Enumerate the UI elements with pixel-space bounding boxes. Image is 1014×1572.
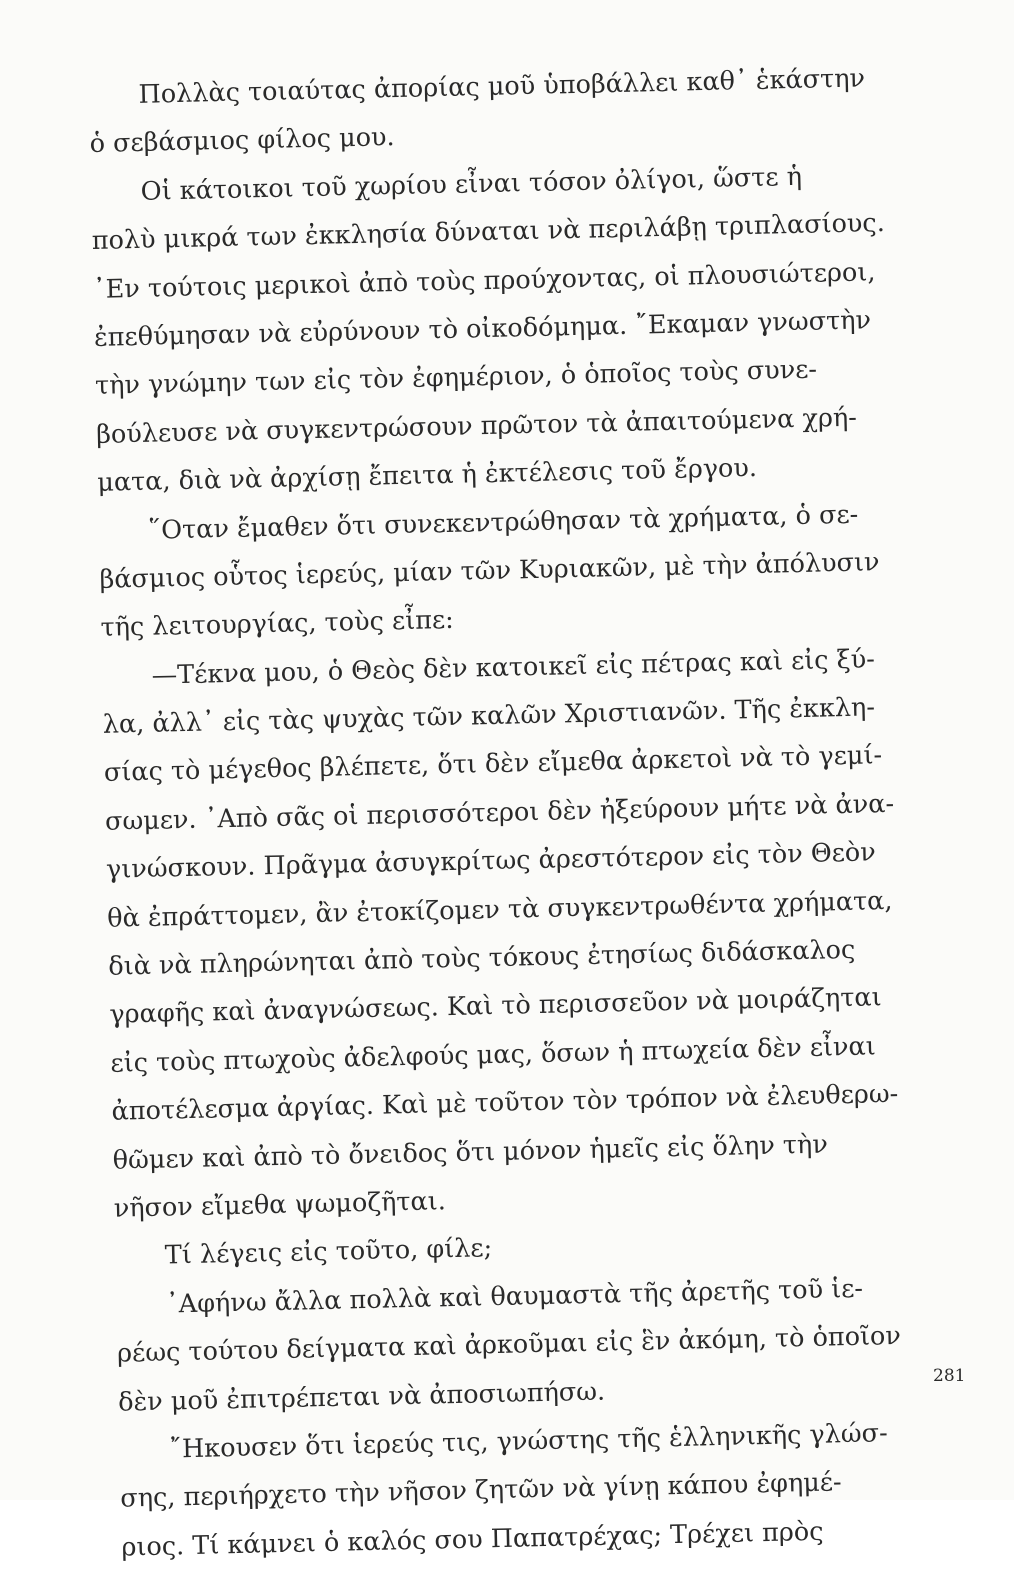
text-line: ἀποτέλεσμα ἀργίας. Καὶ μὲ τοῦτον τὸν τρόπον νὰ ἐλευθερω- [111, 1079, 899, 1127]
text-line: γραφῆς καὶ ἀναγνώσεως. Καὶ τὸ περισσεῦον νὰ μοιράζηται [109, 982, 882, 1031]
text-line: Πολλὰς τοιαύτας ἀπορίας μοῦ ὑποβάλλει καθ᾿ ἑκάστην [138, 63, 866, 110]
text-line: ὁ σεβάσμιος φίλος μου. [89, 122, 395, 160]
body-text [88, 52, 1002, 1572]
text-line: σωμεν. ᾿Απὸ σᾶς οἱ περισσότεροι δὲν ἠξεύρουν μήτε νὰ ἀνα- [104, 788, 895, 837]
text-line: ρέως τούτου δείγματα καὶ ἀρκοῦμαι εἰς ἓν ἀκόμη, τὸ ὁποῖον [116, 1321, 902, 1369]
text-line: ῞Οταν ἔμαθεν ὅτι συνεκεντρώθησαν τὰ χρήματα, ὁ σε- [148, 499, 859, 546]
text-line: γινώσκουν. Πρᾶγμα ἀσυγκρίτως ἀρεστότερον εἰς τὸν Θεὸν [105, 837, 877, 886]
text-line: θὰ ἐπράττομεν, ἂν ἐτοκίζομεν τὰ συγκεντρωθέντα χρήματα, [106, 885, 893, 934]
text-line: τὴν γνώμην των εἰς τὸν ἐφημέριον, ὁ ὁποῖος τοὺς συνε- [94, 354, 818, 402]
text-line: ᾿Αφήνω ἄλλα πολλὰ καὶ θαυμαστὰ τῆς ἀρετῆς τοῦ ἱε- [165, 1273, 864, 1320]
text-line: βάσμιος οὗτος ἱερεύς, μίαν τῶν Κυριακῶν, μὲ τὴν ἀπόλυσιν [99, 547, 880, 595]
text-line: τῆς λειτουργίας, τοὺς εἶπε: [100, 605, 455, 644]
text-line: βούλευσε νὰ συγκεντρώσουν πρῶτον τὰ ἀπαιτούμενα χρή- [95, 402, 858, 450]
text-line: ριος. Τί κάμνει ὁ καλός σου Παπατρέχας; Τρέχει πρὸς [121, 1516, 824, 1563]
text-line: πολὺ μικρά των ἐκκλησία δύναται νὰ περιλάβῃ τριπλασίους. [91, 208, 886, 257]
text-line: ματα, διὰ νὰ ἀρχίσῃ ἔπειτα ἡ ἐκτέλεσις τοῦ ἔργου. [96, 453, 758, 499]
text-line: νῆσον εἴμεθα ψωμοζῆται. [113, 1186, 447, 1224]
text-line: —Τέκνα μου, ὁ Θεὸς δὲν κατοικεῖ εἰς πέτρας καὶ εἰς ξύ- [151, 643, 876, 691]
text-line: σίας τὸ μέγεθος βλέπετε, ὅτι δὲν εἴμεθα ἀρκετοὶ νὰ τὸ γεμί- [103, 740, 883, 789]
text-line: ἐπεθύμησαν νὰ εὐρύνουν τὸ οἰκοδόμημα. ῎Εκαμαν γνωστὴν [93, 305, 872, 353]
text-line: ᾿Εν τούτοις μερικοὶ ἀπὸ τοὺς προύχοντας, οἱ πλουσιώτεροι, [92, 256, 876, 305]
text-line: Τί λέγεις εἰς τοῦτο, φίλε; [164, 1233, 493, 1271]
text-line: θῶμεν καὶ ἀπὸ τὸ ὄνειδος ὅτι μόνον ἡμεῖς εἰς ὅλην τὴν [112, 1129, 829, 1176]
text-line: δὲν μοῦ ἐπιτρέπεται νὰ ἀποσιωπήσω. [117, 1376, 606, 1418]
text-line: εἰς τοὺς πτωχοὺς ἀδελφούς μας, ὅσων ἡ πτωχεία δὲν εἶναι [110, 1031, 877, 1079]
text-line: ῎Ηκουσεν ὅτι ἱερεύς τις, γνώστης τῆς ἑλληνικῆς γλώσ- [168, 1418, 888, 1465]
text-line: σης, περιήρχετο τὴν νῆσον ζητῶν νὰ γίνῃ κάπου ἐφημέ- [120, 1467, 842, 1514]
text-line: Οἱ κάτοικοι τοῦ χωρίου εἶναι τόσον ὀλίγοι, ὥστε ἡ [140, 161, 803, 207]
page-number: 281 [933, 1366, 966, 1386]
text-line: διὰ νὰ πληρώνηται ἀπὸ τοὺς τόκους ἐτησίως διδάσκαλος [107, 934, 856, 982]
text-line: λα, ἀλλ᾿ εἰς τὰς ψυχὰς τῶν καλῶν Χριστιανῶν. Τῆς ἐκκλη- [102, 692, 876, 740]
